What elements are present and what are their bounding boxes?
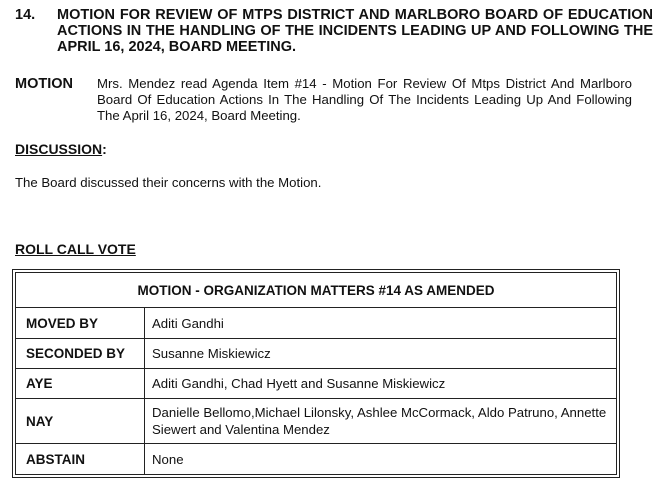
discussion-heading-colon: : bbox=[102, 141, 107, 157]
table-row bbox=[16, 339, 617, 369]
vote-row-value: Aditi Gandhi, Chad Hyett and Susanne Miskiewicz bbox=[145, 369, 617, 399]
table-row bbox=[16, 399, 617, 444]
vote-row-label: SECONDED BY bbox=[16, 339, 145, 369]
vote-row-label: AYE bbox=[16, 369, 145, 399]
motion-label: MOTION bbox=[15, 76, 73, 92]
vote-row-value: Aditi Gandhi bbox=[145, 308, 617, 339]
table-row bbox=[16, 369, 617, 399]
agenda-item-number: 14. bbox=[15, 7, 36, 23]
vote-row-value: Susanne Miskiewicz bbox=[145, 339, 617, 369]
discussion-heading-text: DISCUSSION bbox=[15, 141, 103, 157]
discussion-heading bbox=[15, 141, 107, 157]
table-row bbox=[16, 444, 617, 475]
discussion-text: The Board discussed their concerns with the Motion. bbox=[15, 175, 322, 190]
table-row bbox=[16, 308, 617, 339]
table-header-row bbox=[16, 273, 617, 308]
roll-call-heading: ROLL CALL VOTE bbox=[15, 241, 136, 257]
vote-table-title: MOTION - ORGANIZATION MATTERS #14 AS AMENDED bbox=[16, 273, 617, 308]
vote-row-label: MOVED BY bbox=[16, 308, 145, 339]
vote-row-value: None bbox=[145, 444, 617, 475]
vote-row-value: Danielle Bellomo,Michael Lilonsky, Ashlee McCormack, Aldo Patruno, Annette Siewert and Valentina Mendez bbox=[145, 399, 617, 444]
roll-call-vote-table bbox=[15, 272, 617, 475]
agenda-item-title: MOTION FOR REVIEW OF MTPS DISTRICT AND MARLBORO BOARD OF EDUCATION ACTIONS IN THE HANDLING OF THE INCIDENTS LEADING UP AND FOLLOWING THE APRIL 16, 2024, BOARD MEETING. bbox=[57, 7, 653, 55]
vote-row-label: ABSTAIN bbox=[16, 444, 145, 475]
vote-row-label: NAY bbox=[16, 399, 145, 444]
motion-text: Mrs. Mendez read Agenda Item #14 - Motion For Review Of Mtps District And Marlboro Board Of Education Actions In The Handling Of The Incidents Leading Up And Following The April 16, 2024, Board Meeting. bbox=[97, 76, 632, 123]
